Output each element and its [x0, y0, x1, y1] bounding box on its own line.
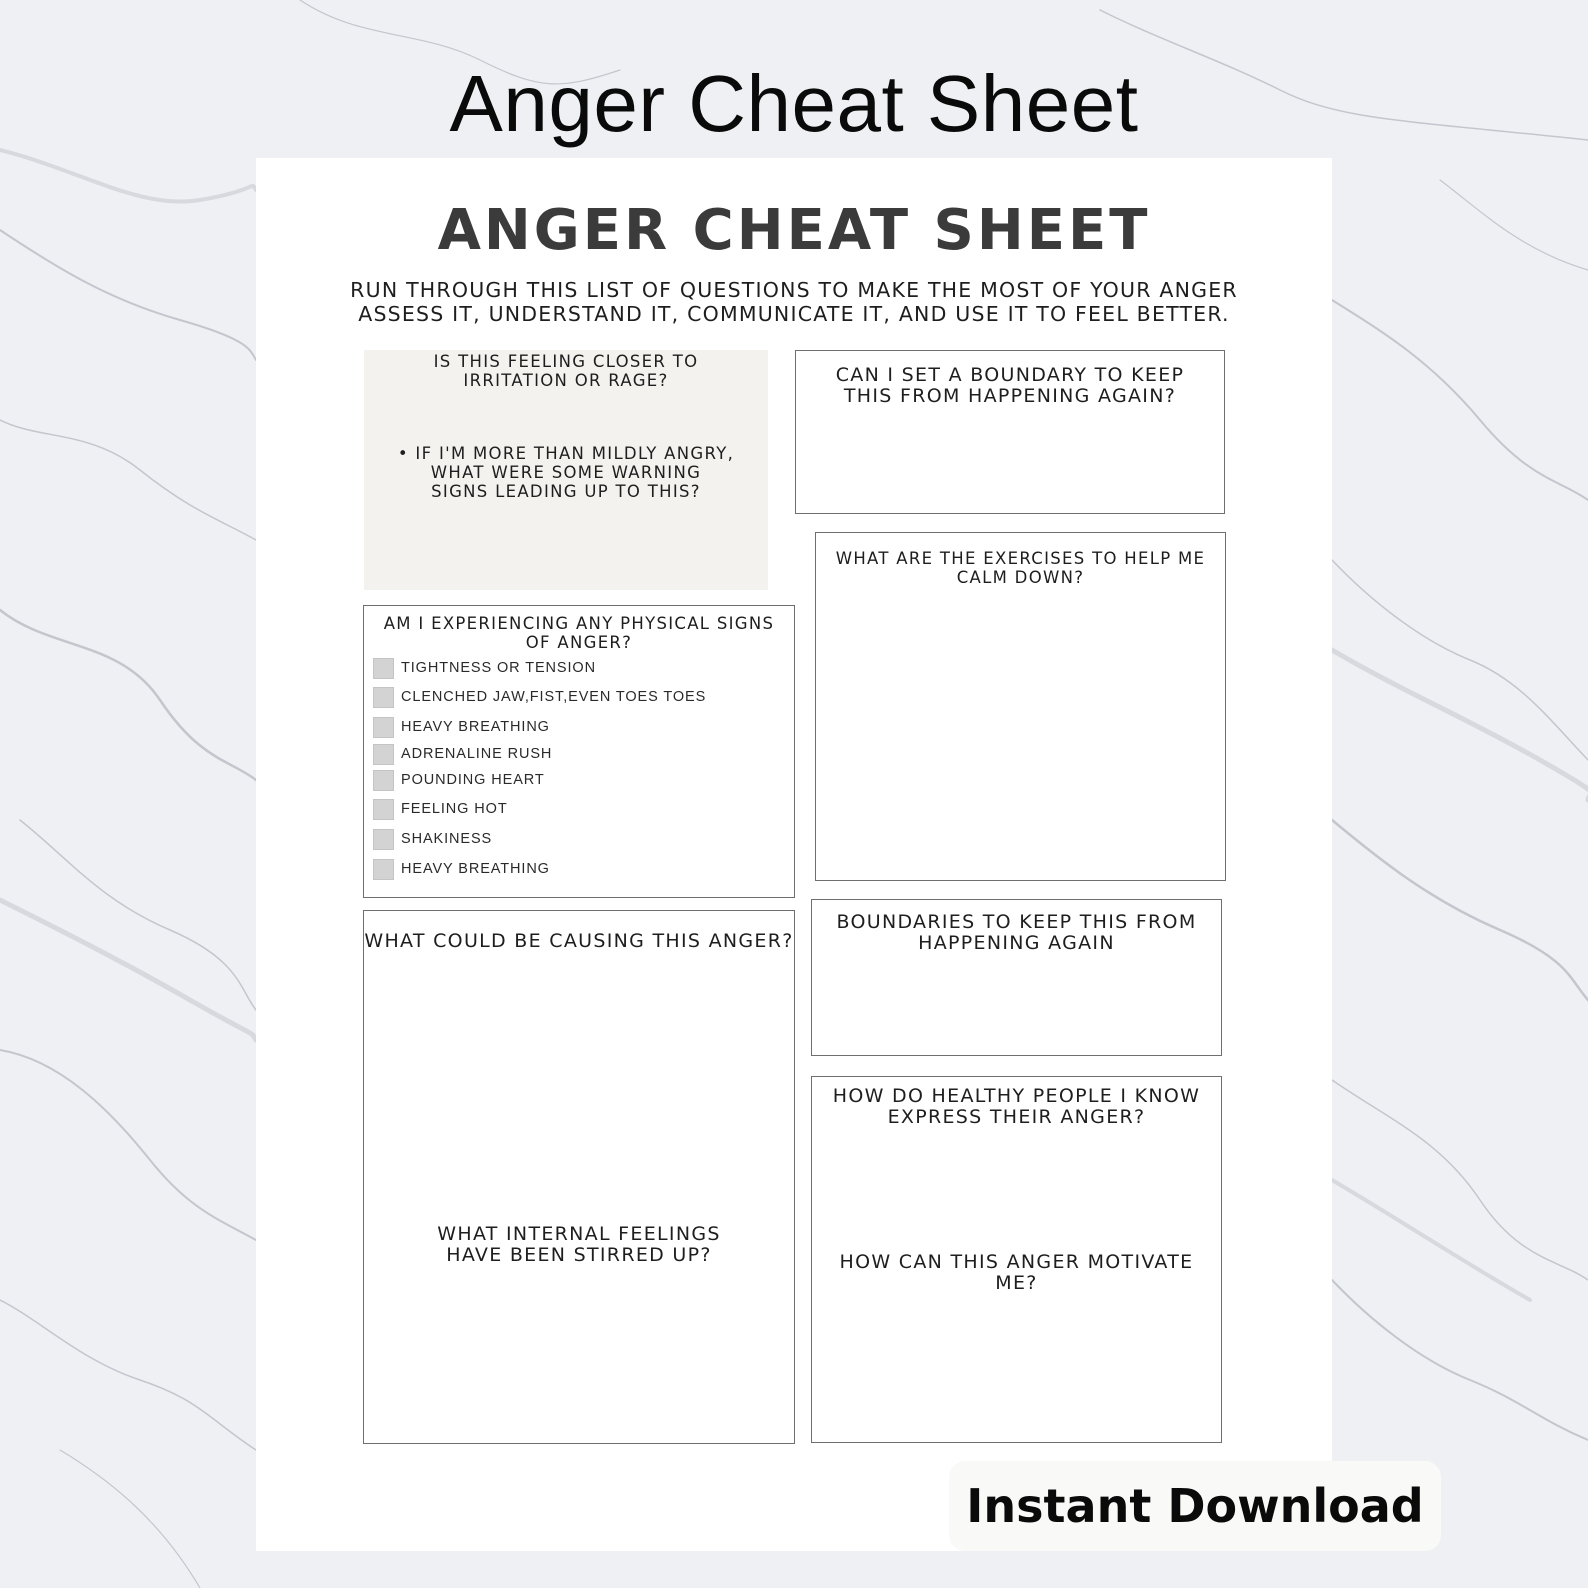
intro-text	[286, 278, 1302, 326]
checkbox-icon[interactable]	[373, 799, 394, 820]
healthy-people-question: HOW DO HEALTHY PEOPLE I KNOW EXPRESS THEIR ANGER?	[832, 1085, 1201, 1128]
exercises-box[interactable]	[815, 532, 1226, 881]
physical-signs-question: AM I EXPERIENCING ANY PHYSICAL SIGNS OF ANGER?	[383, 614, 775, 652]
checkbox-icon[interactable]	[373, 687, 394, 708]
physical-signs-box	[363, 605, 795, 898]
sheet-title: ANGER CHEAT SHEET	[437, 198, 1151, 263]
checklist-item[interactable]: TIGHTNESS OR TENSION	[373, 657, 596, 679]
checkbox-icon[interactable]	[373, 744, 394, 765]
checklist-item[interactable]: CLENCHED JAW,FIST,EVEN TOES TOES	[373, 686, 706, 708]
boundary-question-box[interactable]	[795, 350, 1225, 514]
checklist-item[interactable]: HEAVY BREATHING	[373, 858, 550, 880]
instant-download-badge[interactable]	[949, 1461, 1441, 1551]
checkbox-icon[interactable]	[373, 770, 394, 791]
checkbox-icon[interactable]	[373, 658, 394, 679]
checkbox-icon[interactable]	[373, 717, 394, 738]
healthy-expression-box[interactable]	[811, 1076, 1222, 1443]
checklist-item[interactable]: SHAKINESS	[373, 828, 492, 850]
causes-box[interactable]	[363, 910, 795, 1444]
checklist-item[interactable]: HEAVY BREATHING	[373, 716, 550, 738]
warning-signs-question: • IF I'M MORE THAN MILDLY ANGRY, WHAT WERE SOME WARNING SIGNS LEADING UP TO THIS?	[397, 444, 735, 501]
hero-title: Anger Cheat Sheet	[449, 59, 1139, 148]
boundary-question: CAN I SET A BOUNDARY TO KEEP THIS FROM HAPPENING AGAIN?	[835, 364, 1185, 407]
instant-download-label: Instant Download	[966, 1479, 1424, 1533]
checklist-item[interactable]: ADRENALINE RUSH	[373, 743, 552, 765]
motivate-question: HOW CAN THIS ANGER MOTIVATE ME?	[839, 1251, 1194, 1294]
checklist-item[interactable]: FEELING HOT	[373, 798, 508, 820]
checklist-item[interactable]: POUNDING HEART	[373, 769, 545, 791]
feeling-question: IS THIS FEELING CLOSER TO IRRITATION OR RAGE?	[433, 352, 699, 390]
worksheet-page	[256, 158, 1332, 1551]
intro-line-2: ASSESS IT, UNDERSTAND IT, COMMUNICATE IT, AND USE IT TO FEEL BETTER.	[358, 302, 1230, 326]
causes-question: WHAT COULD BE CAUSING THIS ANGER?	[364, 930, 794, 952]
intro-line-1: RUN THROUGH THIS LIST OF QUESTIONS TO MAKE THE MOST OF YOUR ANGER	[350, 278, 1238, 302]
boundaries-box[interactable]	[811, 899, 1222, 1056]
boundaries-heading: BOUNDARIES TO KEEP THIS FROM HAPPENING AGAIN	[836, 911, 1197, 954]
checkbox-icon[interactable]	[373, 859, 394, 880]
checkbox-icon[interactable]	[373, 829, 394, 850]
exercises-question: WHAT ARE THE EXERCISES TO HELP ME CALM DOWN?	[835, 549, 1206, 587]
feeling-intensity-box[interactable]	[364, 350, 768, 590]
internal-feelings-question: WHAT INTERNAL FEELINGS HAVE BEEN STIRRED UP?	[437, 1223, 721, 1266]
